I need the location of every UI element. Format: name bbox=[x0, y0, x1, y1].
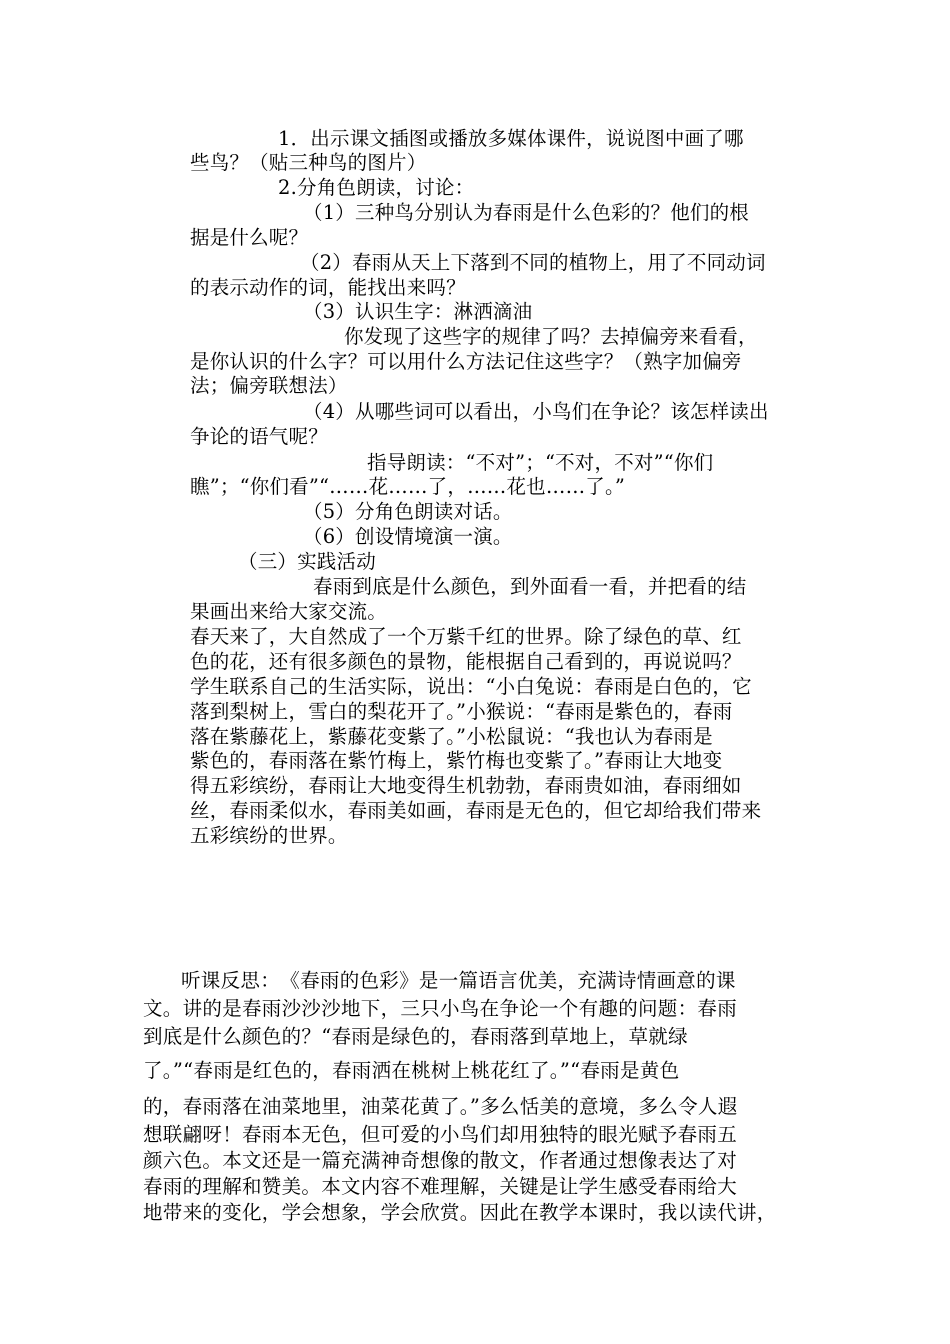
text-line: 丝，春雨柔似水，春雨美如画，春雨是无色的，但它却给我们带来 bbox=[190, 799, 762, 822]
text-line: 五彩缤纷的世界。 bbox=[190, 824, 348, 847]
text-line: 春天来了，大自然成了一个万紫千红的世界。除了绿色的草、红 bbox=[190, 625, 742, 648]
text-line: 是你认识的什么字？可以用什么方法记住这些字？（熟字加偏旁 bbox=[190, 350, 742, 373]
text-line: （6）创设情境演一演。 bbox=[303, 525, 513, 548]
text-line: 落在紫藤花上，紫藤花变紫了。”小松鼠说：“我也认为春雨是 bbox=[190, 725, 713, 748]
text-line: （4）从哪些词可以看出，小鸟们在争论？该怎样读出 bbox=[303, 400, 769, 423]
text-line: 你发现了这些字的规律了吗？去掉偏旁来看看， bbox=[344, 325, 758, 348]
text-line: 春雨到底是什么颜色，到外面看一看，并把看的结 bbox=[313, 575, 747, 598]
text-line: （1）三种鸟分别认为春雨是什么色彩的？他们的根 bbox=[303, 201, 750, 224]
reflection-line: 文。讲的是春雨沙沙沙地下，三只小鸟在争论一个有趣的问题：春雨 bbox=[143, 997, 738, 1020]
text-line: 法；偏旁联想法） bbox=[190, 374, 348, 397]
text-line: 瞧”；“你们看”“……花……了，……花也……了。” bbox=[190, 475, 626, 498]
text-line: 的表示动作的词，能找出来吗？ bbox=[190, 276, 466, 299]
text-line: 些鸟？（贴三种鸟的图片） bbox=[190, 151, 427, 174]
text-line: （2）春雨从天上下落到不同的植物上，用了不同动词 bbox=[300, 251, 766, 274]
text-line: 紫色的，春雨落在紫竹梅上，紫竹梅也变紫了。”春雨让大地变 bbox=[190, 749, 723, 772]
text-line: 色的花，还有很多颜色的景物，能根据自己看到的，再说说吗？ bbox=[190, 650, 742, 673]
subsection-heading: （三）实践活动 bbox=[238, 550, 376, 573]
reflection-line: 颜六色。本文还是一篇充满神奇想像的散文，作者通过想像表达了对 bbox=[143, 1149, 738, 1172]
reflection-line: 地带来的变化，学会想象，学会欣赏。因此在教学本课时，我以读代讲， bbox=[143, 1201, 777, 1224]
reflection-line: 想联翩呀！春雨本无色，但可爱的小鸟们却用独特的眼光赋予春雨五 bbox=[143, 1123, 738, 1146]
reflection-line: 听课反思： 《春雨的色彩》是一篇语言优美，充满诗情画意的课 bbox=[181, 969, 736, 992]
reflection-line: 春雨的理解和赞美。本文内容不难理解，关键是让学生感受春雨给大 bbox=[143, 1175, 738, 1198]
text-line: 2.分角色朗读，讨论： bbox=[278, 176, 475, 199]
text-line: 果画出来给大家交流。 bbox=[190, 600, 388, 623]
text-line: 得五彩缤纷，春雨让大地变得生机勃勃，春雨贵如油，春雨细如 bbox=[190, 774, 742, 797]
text-line: （3）认识生字：淋洒滴油 bbox=[303, 300, 533, 323]
text-line: 落到梨树上，雪白的梨花开了。”小猴说：“春雨是紫色的，春雨 bbox=[190, 700, 733, 723]
text-line: 学生联系自己的生活实际，说出：“小白兔说：春雨是白色的，它 bbox=[190, 675, 752, 698]
text-line: 据是什么呢？ bbox=[190, 226, 309, 249]
reflection-line: 的，春雨落在油菜地里，油菜花黄了。”多么恬美的意境，多么令人遐 bbox=[143, 1095, 738, 1118]
text-line: 指导朗读：“不对”；“不对，不对”“你们 bbox=[367, 451, 714, 474]
text-line: （5）分角色朗读对话。 bbox=[303, 500, 513, 523]
reflection-line: 到底是什么颜色的？“春雨是绿色的，春雨落到草地上，草就绿 bbox=[143, 1025, 688, 1048]
reflection-line: 了。”“春雨是红色的，春雨洒在桃树上桃花红了。”“春雨是黄色 bbox=[143, 1059, 680, 1082]
text-line: 1．出示课文插图或播放多媒体课件，说说图中画了哪 bbox=[278, 127, 744, 150]
text-line: 争论的语气呢？ bbox=[190, 425, 328, 448]
